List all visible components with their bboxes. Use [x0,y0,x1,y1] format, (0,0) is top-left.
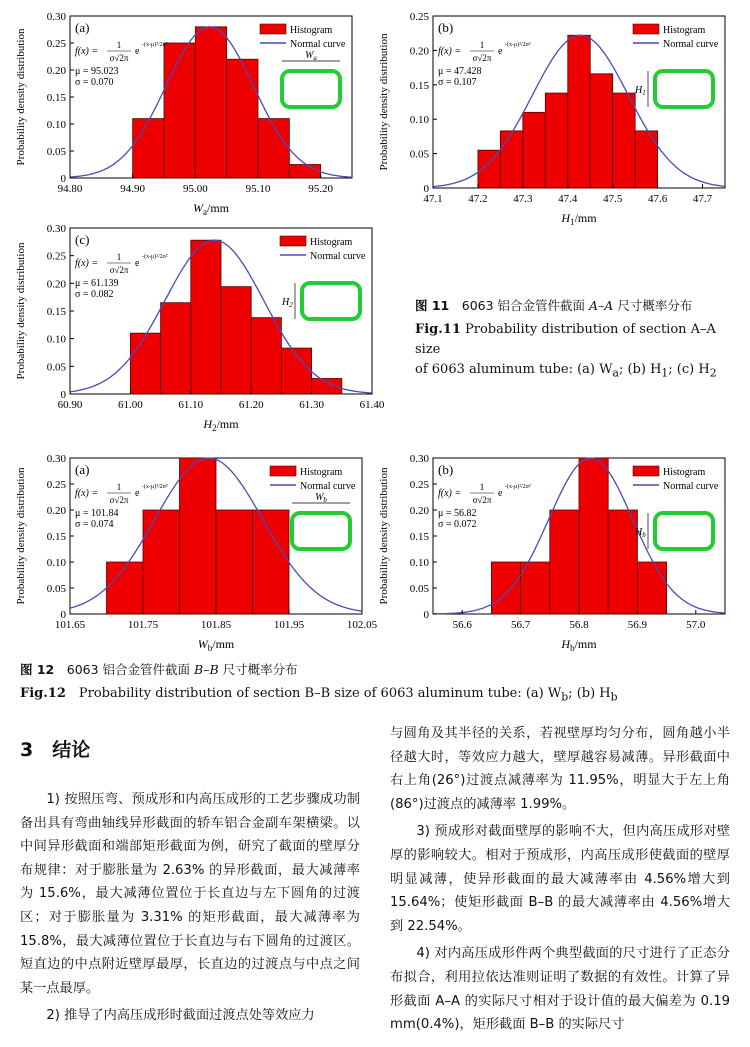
legend-normal: Normal curve [300,481,356,492]
y-tick-label: 0.05 [46,146,66,158]
legend-normal: Normal curve [663,39,719,50]
x-tick-label: 102.05 [346,619,378,631]
panel-label: (c) [75,232,90,247]
y-tick-label: 0.15 [46,531,66,543]
histogram-bar [164,43,195,178]
y-tick-label: 0 [60,609,66,621]
formula-lhs: f(x) = [438,488,462,499]
sigma-label: σ = 0.082 [75,289,114,300]
x-tick-label: 95.20 [308,183,334,195]
fig11-label: 图 11 [415,298,450,313]
formula-num: 1 [479,40,485,50]
x-tick-label: 94.90 [120,183,146,195]
histogram-bar [550,510,579,614]
y-tick-label: 0.30 [46,223,66,235]
histogram-bar [635,131,657,188]
histogram-bar [227,59,258,178]
x-tick-label: 60.90 [57,399,83,411]
fig11-en-label: Fig.11 [415,322,461,337]
x-axis-label: $H_b/mm$ [561,637,597,653]
histogram-bar [500,131,522,188]
formula-num: 1 [116,482,122,492]
y-tick-label: 0.30 [46,453,66,465]
legend-swatch-histogram [280,236,306,246]
histogram-bar [251,318,281,394]
formula-e: e [498,488,503,499]
legend-swatch-histogram [633,24,659,34]
y-axis-label: Probability density distribution [15,242,27,380]
legend-histogram: Histogram [663,467,706,478]
dimension-label: $H_1$ [635,85,646,97]
formula-exp: -(x-μ)²/2σ² [142,42,168,48]
y-tick-label: 0.20 [46,505,66,517]
left-column [20,788,360,1032]
y-tick-label: 0.20 [409,45,429,58]
fig12-title-it: B–B [194,662,219,677]
fig11-title-it: A–A [589,298,614,313]
paragraph-2-start: 2) 推导了内高压成形时截面过渡点处等效应力 [46,1008,315,1024]
x-axis-label: $H_2/mm$ [203,417,239,433]
formula-num: 1 [116,252,122,262]
histogram-bar [521,562,550,614]
dimension-label: $W_a$ [305,50,317,62]
histogram-bar [590,74,612,188]
formula-num: 1 [116,40,122,50]
y-tick-label: 0.25 [46,38,66,50]
histogram-bar [253,510,290,614]
x-tick-label: 47.6 [647,193,668,205]
fig11-title-pre: 6063 铝合金管件截面 [461,298,590,313]
fig11-sub-b: 1 [661,366,669,380]
fig11-en-b: ; (b) H [618,362,662,377]
fig11-en-c: ; (c) H [668,362,710,377]
paragraph-4: 4) 对内高压成形件两个典型截面的尺寸进行了正态分布拟合，利用拉依达准则证明了数据的有效性。计算了异形截面 A–A 的实际尺寸相对于设计值的最大偏差为 0.19 mm(0.4%)，矩形截面 B–B 的实际尺寸 [390,946,730,1033]
x-tick-label: 101.65 [54,619,86,631]
formula-den: σ√2π [472,53,492,63]
y-tick-label: 0.20 [409,505,429,517]
histogram-bar [107,562,144,614]
formula-lhs: f(x) = [75,488,99,499]
y-tick-label: 0.15 [409,79,429,92]
x-axis-label: $H_1/mm$ [561,211,597,227]
histogram-bar [523,112,545,188]
histogram-bar [289,165,320,179]
legend-swatch-histogram [270,466,296,476]
x-tick-label: 61.30 [299,399,324,411]
y-tick-label: 0.20 [46,278,66,291]
formula-e: e [135,46,140,57]
panel-label: (b) [438,462,454,477]
paragraph-3: 3) 预成形对截面壁厚的影响不大，但内高压成形对壁厚的影响较大。相对于预成形，内高压成形使截面的壁厚明显减薄，使异形截面的最大减薄率由 4.56%增大到 15.64%；使矩形截面 B–B 的最大减薄率由 4.56%增大到 22.54%。 [390,824,730,934]
formula-exp: -(x-μ)²/2σ² [505,484,531,490]
formula-den: σ√2π [472,495,492,505]
y-axis-label: Probability density distribution [378,33,390,171]
fig11-en-line2: of 6063 aluminum tube: (a) W [415,362,613,377]
x-tick-label: 47.4 [558,193,578,205]
x-tick-label: 95.10 [245,183,271,195]
paragraph-2-cont: 与圆角及其半径的关系，若视壁厚均匀分布，圆角越小半径越大时，等效应力越大，壁厚越容易减薄。异形截面中右上角(26°)过渡点减薄率为 11.95%，明显大于左上角(86°)过渡点的减薄率 1.99%。 [390,726,730,812]
x-tick-label: 61.10 [178,399,204,411]
x-tick-label: 95.00 [182,183,208,195]
x-tick-label: 56.8 [569,619,589,631]
x-tick-label: 101.75 [127,619,159,631]
x-tick-label: 47.1 [423,193,443,205]
formula-den: σ√2π [109,53,129,63]
histogram-bar [568,35,590,188]
dimension-label: $H_2$ [282,297,293,309]
mu-label: μ = 56.82 [438,508,477,519]
fig11-en-line1: Probability distribution of section A–A size [415,322,716,357]
panel-label: (a) [75,462,90,477]
paragraph-1: 1) 按照压弯、预成形和内高压成形的工艺步骤成功制备出具有弯曲轴线异形截面的轿车铝合金副车架横梁。以中间异形截面和端部矩形截面为例，研究了截面的壁厚分布规律：对于膨胀量为 2.63% 的异形截面，最大减薄率为 15.6%，最大减薄位置位于长直边与左下圆角的过渡区；对于膨胀量为 3.31% 的矩形截面，最大减薄率为 15.8%，最大减薄位置位于长直边与右下圆角的过渡区。短直边的中点附近壁厚最厚，长直边的过渡点与中点之间某一点最厚。 [20,792,360,996]
histogram-bar [195,27,226,178]
legend-normal: Normal curve [663,481,719,492]
histogram-bar [191,240,221,394]
histogram-bar [491,562,520,614]
legend-histogram: Histogram [663,25,706,36]
x-tick-label: 57.0 [686,619,706,631]
y-tick-label: 0.25 [409,11,429,23]
x-tick-label: 56.9 [627,619,648,631]
histogram-bar [221,287,251,394]
fig11-sub-c: 2 [709,366,717,380]
y-tick-label: 0.05 [409,148,429,161]
y-tick-label: 0.15 [46,92,66,104]
fig11-title-post: 尺寸概率分布 [613,298,693,313]
legend-histogram: Histogram [300,467,343,478]
sigma-label: σ = 0.070 [75,77,114,88]
dimension-label: $H_b$ [635,527,646,539]
chart-fig12-a [10,450,378,653]
fig11-caption [415,296,745,384]
section-shape-icon [302,283,360,319]
x-tick-label: 47.5 [603,193,623,205]
histogram-bar [579,458,608,614]
legend-histogram: Histogram [310,237,353,248]
fig12-title-pre: 6063 铝合金管件截面 [66,662,195,677]
formula-num: 1 [479,482,485,492]
y-tick-label: 0.30 [409,453,429,465]
formula-lhs: f(x) = [438,46,462,57]
fig12-en-text: Probability distribution of section B–B size of 6063 aluminum tube: (a) W [78,686,562,701]
y-tick-label: 0.10 [409,557,429,569]
histogram-bar [180,458,217,614]
fig11-sub-a: a [612,366,619,380]
fig12-sub-2: b [610,690,618,704]
x-tick-label: 101.95 [273,619,305,631]
y-tick-label: 0.15 [46,306,66,318]
x-tick-label: 47.3 [513,193,533,205]
y-tick-label: 0.10 [409,114,429,127]
x-tick-label: 61.00 [118,399,143,411]
y-tick-label: 0.25 [46,250,66,263]
histogram-bar [545,93,567,188]
chart-fig11-c [10,220,385,433]
fig12-en-text2: ; (b) H [568,686,611,701]
mu-label: μ = 101.84 [75,508,119,519]
formula-e: e [135,488,140,499]
x-tick-label: 61.40 [359,399,385,411]
y-tick-label: 0.05 [46,361,66,374]
chart-fig12-b [373,450,733,652]
y-axis-label: Probability density distribution [378,467,390,605]
y-tick-label: 0.25 [46,479,66,491]
histogram-bar [613,93,635,188]
histogram-bar [216,510,253,614]
fig12-en-label: Fig.12 [20,686,66,701]
chart-fig11-b [373,8,733,226]
fig12-sub-1: b [561,690,569,704]
formula-lhs: f(x) = [75,46,99,57]
section-shape-icon [655,513,713,549]
x-axis-label: $W_a/mm$ [192,201,230,217]
formula-e: e [498,46,503,57]
formula-den: σ√2π [109,265,129,275]
x-tick-label: 47.7 [692,193,713,205]
formula-exp: -(x-μ)²/2σ² [505,42,531,48]
histogram-bar [637,562,666,614]
mu-label: μ = 47.428 [438,66,482,77]
y-tick-label: 0.20 [46,65,66,77]
fig12-label: 图 12 [20,662,55,677]
y-tick-label: 0 [60,389,66,401]
x-tick-label: 47.2 [468,193,488,205]
legend-normal: Normal curve [310,251,366,262]
x-tick-label: 61.20 [238,399,264,411]
histogram-bar [258,119,289,178]
y-tick-label: 0.10 [46,119,66,131]
y-tick-label: 0.05 [409,583,429,595]
y-axis-label: Probability density distribution [15,467,27,605]
mu-label: μ = 61.139 [75,278,119,289]
legend-swatch-histogram [633,466,659,476]
panel-label: (a) [75,20,90,35]
y-tick-label: 0.05 [46,583,66,595]
formula-exp: -(x-μ)²/2σ² [142,254,168,260]
sigma-label: σ = 0.107 [438,77,477,88]
histogram-bar [133,119,164,178]
section-shape-icon [655,71,713,107]
x-tick-label: 94.80 [57,183,83,195]
y-tick-label: 0.30 [46,11,66,23]
y-tick-label: 0 [423,183,429,195]
formula-e: e [135,258,140,269]
histogram-bar [130,333,160,394]
histogram-bar [161,303,191,394]
legend-normal: Normal curve [290,39,346,50]
sigma-label: σ = 0.072 [438,519,477,530]
y-tick-label: 0.15 [409,531,429,543]
sigma-label: σ = 0.074 [75,519,114,530]
section-shape-icon [292,513,350,549]
y-tick-label: 0 [423,609,429,621]
section-shape-icon [282,71,340,107]
y-tick-label: 0 [60,173,66,185]
chart-fig11-a [10,8,360,216]
legend-swatch-histogram [260,24,286,34]
y-tick-label: 0.10 [46,333,66,346]
section-title: 3 结论 [20,739,91,761]
fig12-caption [20,660,740,708]
formula-lhs: f(x) = [75,258,99,269]
x-tick-label: 56.7 [510,619,531,631]
dimension-label: $W_b$ [315,492,327,504]
fig12-title-post: 尺寸概率分布 [218,662,298,677]
x-tick-label: 101.85 [200,619,232,631]
y-tick-label: 0.25 [409,479,429,491]
x-axis-label: $W_b/mm$ [197,637,235,653]
formula-exp: -(x-μ)²/2σ² [142,484,168,490]
panel-label: (b) [438,20,454,35]
x-tick-label: 56.6 [452,619,472,631]
mu-label: μ = 95.023 [75,66,119,77]
y-axis-label: Probability density distribution [15,28,27,166]
formula-den: σ√2π [109,495,129,505]
right-column [390,722,730,1041]
y-tick-label: 0.10 [46,557,66,569]
histogram-bar [608,510,637,614]
legend-histogram: Histogram [290,25,333,36]
histogram-bar [143,510,180,614]
